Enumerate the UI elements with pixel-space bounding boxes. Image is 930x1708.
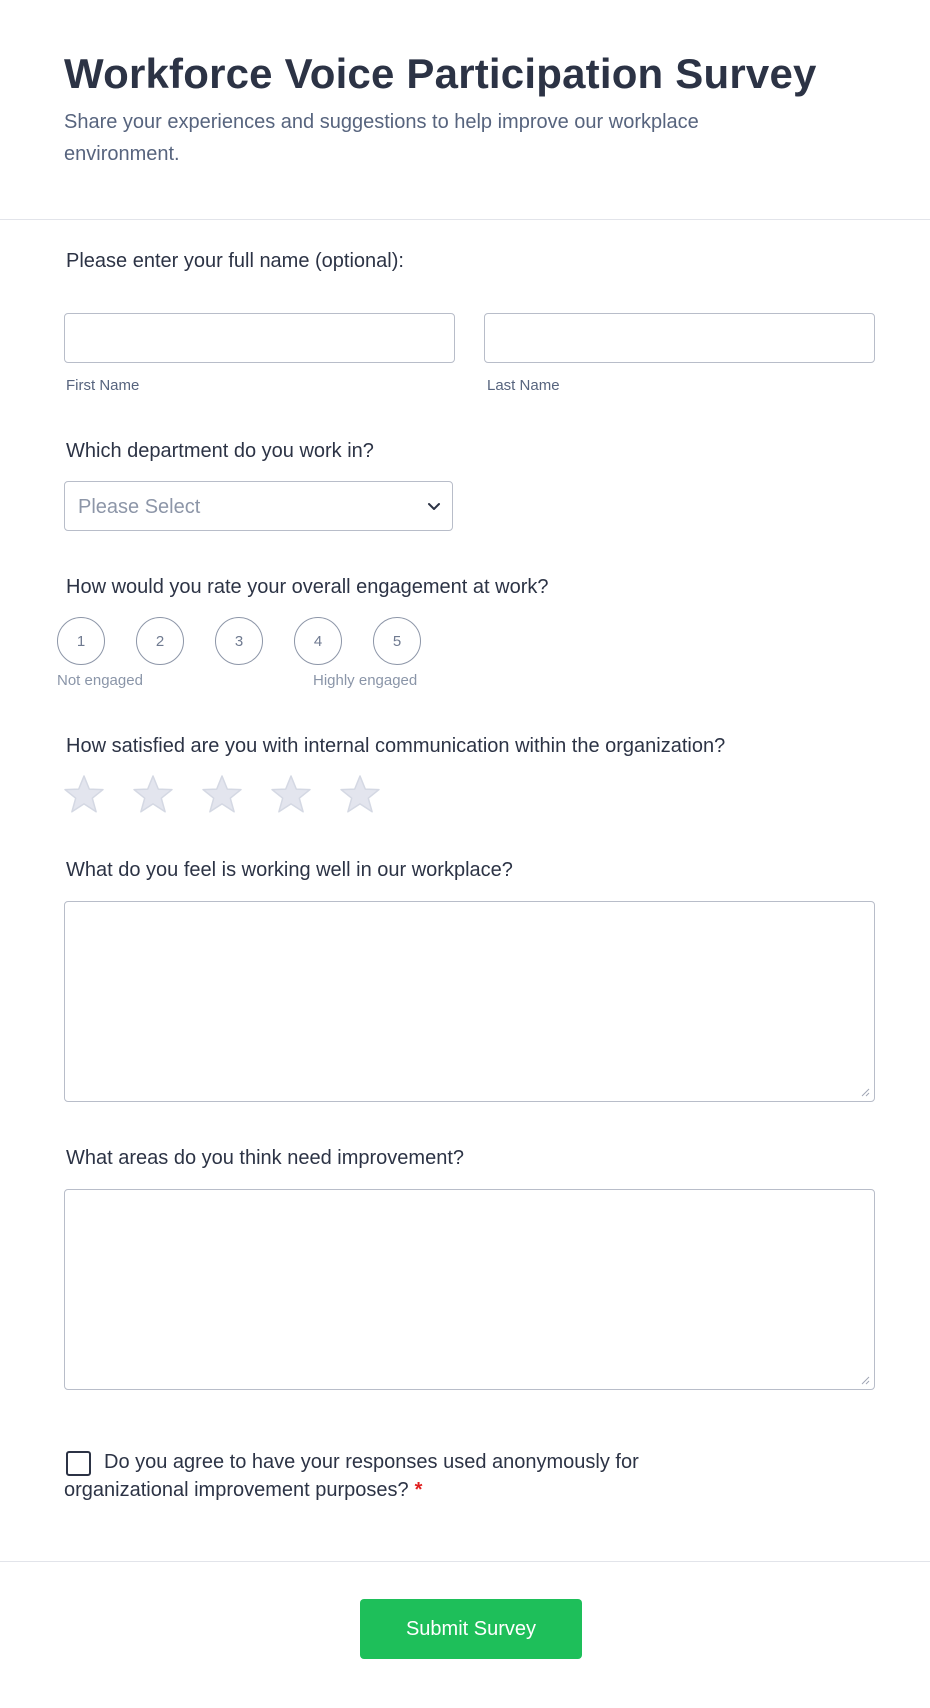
scale-option-3[interactable]: 3	[215, 617, 263, 665]
submit-button[interactable]: Submit Survey	[360, 1599, 582, 1659]
improvement-textarea[interactable]	[64, 1189, 875, 1390]
last-name-input[interactable]	[484, 313, 875, 363]
working-well-textarea[interactable]	[64, 901, 875, 1102]
improvement-label: What areas do you think need improvement?	[66, 1147, 464, 1169]
scale-option-5[interactable]: 5	[373, 617, 421, 665]
resize-grip-icon[interactable]	[860, 1375, 870, 1385]
first-name-input[interactable]	[64, 313, 455, 363]
scale-max-caption: Highly engaged	[313, 672, 418, 689]
form-header	[0, 0, 930, 220]
resize-grip-icon[interactable]	[860, 1087, 870, 1097]
department-select-value: Please Select	[78, 496, 201, 518]
star-icon[interactable]	[339, 774, 381, 814]
scale-option-1[interactable]: 1	[57, 617, 105, 665]
department-select[interactable]	[64, 481, 453, 531]
required-marker: *	[414, 1479, 423, 1501]
engagement-label: How would you rate your overall engagement at work?	[66, 576, 549, 598]
consent-text: Do you agree to have your responses used anonymously for organizational improvement purposes?	[64, 1451, 639, 1501]
page-title: Workforce Voice Participation Survey	[64, 50, 817, 97]
star-icon[interactable]	[132, 774, 174, 814]
scale-min-caption: Not engaged	[57, 672, 143, 689]
chevron-down-icon	[426, 499, 442, 515]
communication-label: How satisfied are you with internal communication within the organization?	[66, 735, 726, 757]
page-subtitle: Share your experiences and suggestions to help improve our workplace environment.	[64, 111, 699, 165]
full-name-label: Please enter your full name (optional):	[66, 250, 404, 272]
first-name-sublabel: First Name	[66, 377, 140, 394]
star-icon[interactable]	[63, 774, 105, 814]
working-well-label: What do you feel is working well in our workplace?	[66, 859, 513, 881]
star-icon[interactable]	[270, 774, 312, 814]
scale-option-4[interactable]: 4	[294, 617, 342, 665]
consent-label	[64, 1448, 704, 1504]
star-icon[interactable]	[201, 774, 243, 814]
department-label: Which department do you work in?	[66, 440, 374, 462]
scale-option-2[interactable]: 2	[136, 617, 184, 665]
last-name-sublabel: Last Name	[487, 377, 560, 394]
